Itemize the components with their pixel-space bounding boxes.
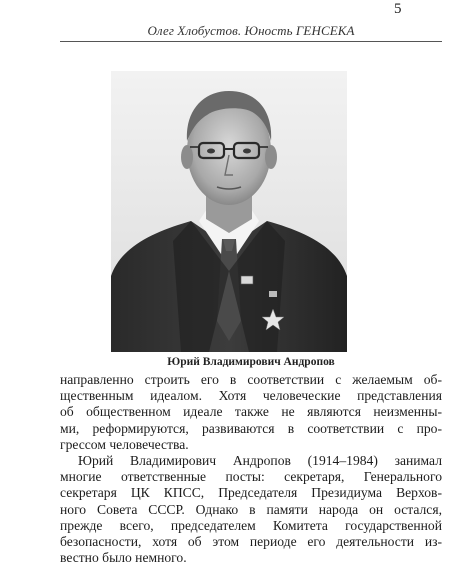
page-number: 5 [394, 1, 402, 17]
text-line: безопасности, хотя об этом периоде его деятельности из- [60, 534, 442, 550]
running-header: Олег Хлобустов. Юность ГЕНСЕКА [147, 23, 355, 38]
text-line: прежде всего, председателем Комитета государственной [60, 517, 442, 533]
text-line: щественным идеалом. Хотя человеческие представления [60, 388, 442, 404]
text-line: грессом человечества. [60, 436, 189, 452]
text-line: секретаря ЦК КПСС, Председателя Президиума Верхов- [60, 485, 442, 501]
body-text [60, 372, 442, 566]
text-line: вестно было немного. [60, 550, 187, 566]
text-line: Юрий Владимирович Андропов (1914–1984) занимал [78, 453, 442, 469]
text-line: ного Совета СССР. Однако в памяти народа он остался, [60, 501, 442, 517]
text-line: об общественном идеале также не являются неизменны- [60, 404, 442, 420]
paragraph [60, 372, 442, 453]
portrait-photo [111, 71, 347, 352]
paragraph [60, 453, 442, 566]
text-line: направленно строить его в соответствии с желаемым об- [60, 372, 442, 387]
text-line: многие ответственные посты: секретаря, Генерального [60, 469, 442, 485]
text-line: ми, реформируются, развиваются в соответствии с про- [60, 420, 442, 436]
photo-caption: Юрий Владимирович Андропов [167, 356, 335, 368]
header-rule [60, 41, 442, 42]
